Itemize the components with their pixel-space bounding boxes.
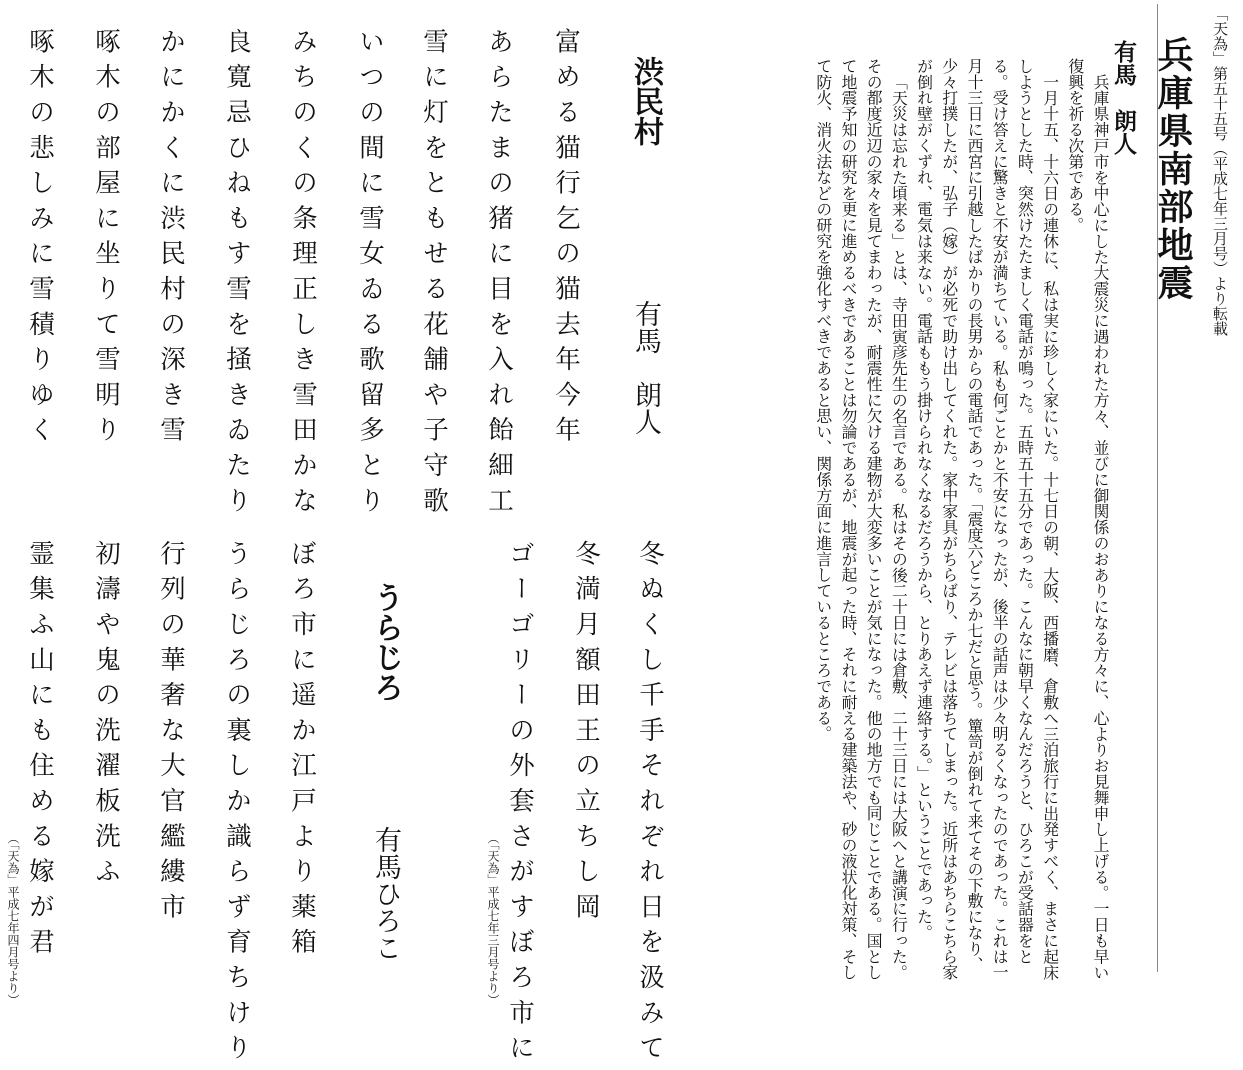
section1-author: 有馬 朗人	[630, 300, 661, 435]
haiku-verse: うらじろの裏しか識らず育ちけり	[222, 540, 252, 1070]
haiku-verse: みちのくの条理正しき雪田かな	[288, 28, 318, 523]
haiku-verse: 霊集ふ山にも住める嫁が君	[25, 540, 55, 964]
section1-title: 渋民村	[628, 56, 663, 146]
haiku-verse: ゴーゴリーの外套さがすぼろ市に	[505, 540, 535, 1070]
essay-body	[811, 58, 1113, 986]
haiku-verse: いつの間に雪女ゐる歌留多とり	[355, 28, 385, 523]
section2-title: うらじろ	[368, 582, 403, 702]
article-title: 兵庫県南部地震	[1152, 36, 1194, 302]
essay-paragraph: 一月十五、十六日の連休に、私は実に珍しく家にいた。十七日の朝、大阪、西播磨、倉敷へ三泊旅行に出発すべく、まさに起床しようとした時、突然けたたましく電話が鳴った。五時五十五分であった。こんなに朝早くなんだろうと、ひろこが受話器をとる。受け答えに驚きと不安が満ちている。私も何ごとかと不安になったが、後半の話声は少々明るくなったのであった。これは一月十三日に西宮に引越したばかりの長男からの電話であった。「震度六どころか七だと思う。簞笥が倒れて来てその下敷になり、少々打撲したが、弘子（嫁）が必死で助け出してくれた。家中家具がちらばり、テレビは落ちてしまった。近所はあちらこちら家が倒れ壁がくずれ、電気は来ない。電話ももう掛けられなくなるだろうから、とりあえず連絡する。」ということであった。	[914, 58, 1060, 981]
haiku-verse: あらたまの猪に目を入れ飴細工	[484, 28, 514, 523]
haiku-verse: 富める猫行乞の猫去年今年	[551, 28, 581, 452]
haiku-verse: 啄木の部屋に坐りて雪明り	[91, 28, 121, 452]
haiku-verse: 初濤や鬼の洗濯板洗ふ	[91, 540, 121, 893]
essay-paragraph: 「天災は忘れた頃来る」とは、寺田寅彦先生の名言である。私はその後二十日には倉敷、二十三日には大阪へと講演に行った。その都度近辺の家々を見てまわったが、耐震性に欠ける建物が大変多いことが気になった。他の地方でも同じことである。国として地震予知の研究を更に進めるべきであることは勿論であるが、地震が起った時、それに耐える建築法や、砂の液状化対策、そして防火、消火法などの研究を強化すべきであると思い、関係方面に進言しているところである。	[813, 58, 909, 981]
haiku-verse: 行列の華奢な大官繿縷市	[156, 540, 186, 929]
source-footnote: （「天為」平成七年三月号より）	[486, 832, 500, 1006]
haiku-verse: 冬ぬくし千手それぞれ日を汲みて	[635, 540, 665, 1070]
haiku-verse: ぼろ市に遥か江戸より薬箱	[287, 540, 317, 964]
haiku-verse: 良寛忌ひねもす雪を掻きゐたり	[222, 28, 252, 523]
haiku-verse: かにかくに渋民村の深き雪	[156, 28, 186, 452]
essay-paragraph: 兵庫県神戸市を中心にした大震災に遇われた方々、並びに御関係のおありになる方々に、心よりお見舞申し上げる。一日も早い復興を祈る次第である。	[1065, 58, 1110, 981]
haiku-verse: 雪に灯をともせる花舗や子守歌	[419, 28, 449, 523]
section2-author: 有馬ひろこ	[370, 826, 401, 961]
source-footnote: （「天為」平成七年四月号より）	[6, 832, 20, 1006]
haiku-verse: 啄木の悲しみに雪積りゆく	[25, 28, 55, 452]
source-note: 「天為」第五十五号（平成七年三月号）より転載	[1211, 6, 1229, 336]
article-author: 有馬 朗人	[1110, 40, 1137, 155]
haiku-verse: 冬満月額田王の立ちし岡	[571, 540, 601, 929]
